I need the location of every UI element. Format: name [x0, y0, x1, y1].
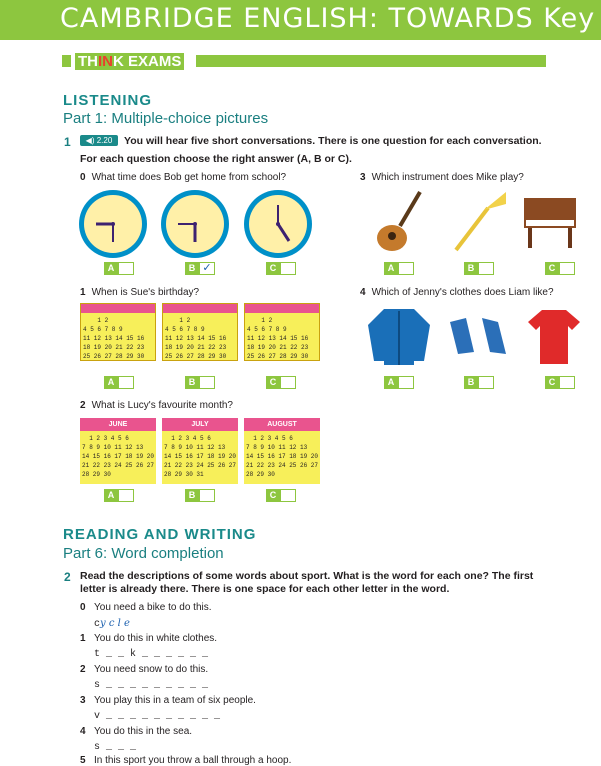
header-bar — [0, 0, 601, 40]
question-4: 4 Which of Jenny's clothes does Liam like? — [360, 287, 554, 298]
answer-4-b[interactable]: B — [464, 376, 494, 389]
listening-question-number: 1 — [64, 135, 71, 149]
clock-a — [79, 190, 147, 258]
answer-2-c[interactable]: C — [266, 489, 296, 502]
answer-item-0[interactable]: cy c l e — [94, 618, 130, 630]
listening-part-title: Part 1: Multiple-choice pictures — [63, 110, 269, 127]
trumpet-image — [448, 190, 508, 255]
answer-1-c[interactable]: C — [266, 376, 296, 389]
listening-instruction-2: For each question choose the right answer (A, B or C). — [80, 153, 352, 165]
answer-0-b[interactable]: B ✓ — [185, 262, 215, 275]
reading-instruction-2: letter is already there. There is one space for each other letter in the word. — [80, 583, 450, 595]
listening-instruction-1: You will hear five short conversations. There is one question for each conversation. — [124, 135, 542, 147]
shoes-image — [446, 312, 510, 360]
item-5: 5 In this sport you throw a ball through a hoop. — [80, 755, 292, 766]
answer-item-1[interactable]: t _ _ k _ _ _ _ _ _ — [94, 649, 209, 660]
item-0: 0 You need a bike to do this. — [80, 602, 212, 613]
answer-2-a[interactable]: A — [104, 489, 134, 502]
tshirt-image — [526, 306, 582, 366]
guitar-image — [372, 190, 432, 255]
reading-part-title: Part 6: Word completion — [63, 545, 224, 562]
answer-item-2[interactable]: s _ _ _ _ _ _ _ _ _ — [94, 680, 209, 691]
think-exams-label: THINK EXAMS — [75, 53, 184, 70]
page-title: CAMBRIDGE ENGLISH: TOWARDS Key — [60, 3, 596, 34]
item-2: 2 You need snow to do this. — [80, 664, 209, 675]
question-0: 0 What time does Bob get home from school? — [80, 172, 287, 183]
answer-item-3[interactable]: v _ _ _ _ _ _ _ _ _ _ — [94, 711, 221, 722]
calendar-june: JUNE 1 2 3 4 5 6 7 8 9 10 11 12 13 14 15 16 17 18 19 20 21 22 23 24 25 26 27 28 29 30 — [80, 418, 156, 484]
speaker-icon: ◀) — [85, 136, 95, 145]
answer-1-b[interactable]: B — [185, 376, 215, 389]
question-1: 1 When is Sue's birthday? — [80, 287, 200, 298]
listening-heading: LISTENING — [63, 92, 153, 109]
answer-3-c[interactable]: C — [545, 262, 575, 275]
item-3: 3 You play this in a team of six people. — [80, 695, 256, 706]
jacket-image — [364, 305, 434, 367]
clock-b — [161, 190, 229, 258]
answer-4-a[interactable]: A — [384, 376, 414, 389]
tick-mark: ✓ — [199, 262, 215, 275]
answer-item-4[interactable]: s _ _ _ — [94, 742, 137, 753]
reading-instruction-1: Read the descriptions of some words about sport. What is the word for each one? The first — [80, 570, 534, 582]
answer-0-a[interactable]: A — [104, 262, 134, 275]
calendar-august: AUGUST 1 2 3 4 5 6 7 8 9 10 11 12 13 14 15 16 17 18 19 20 21 22 23 24 25 26 27 28 29 30 — [244, 418, 320, 484]
reading-question-number: 2 — [64, 570, 71, 584]
calendar-b: 1 2 4 5 6 7 8 9 11 12 13 14 15 16 18 19 20 21 22 23 25 26 27 28 29 30 — [162, 303, 238, 361]
answer-1-a[interactable]: A — [104, 376, 134, 389]
clock-c — [244, 190, 312, 258]
question-3: 3 Which instrument does Mike play? — [360, 172, 524, 183]
calendar-a: 1 2 4 5 6 7 8 9 11 12 13 14 15 16 18 19 20 21 22 23 25 26 27 28 29 30 — [80, 303, 156, 361]
calendar-july: JULY 1 2 3 4 5 6 7 8 9 10 11 12 13 14 15 16 17 18 19 20 21 22 23 24 25 26 27 28 29 30 31 — [162, 418, 238, 484]
answer-3-b[interactable]: B — [464, 262, 494, 275]
think-exams-banner — [62, 53, 546, 70]
piano-image — [520, 192, 580, 252]
audio-track-badge[interactable]: ◀) 2.20 — [80, 135, 118, 146]
answer-4-c[interactable]: C — [545, 376, 575, 389]
question-2: 2 What is Lucy's favourite month? — [80, 400, 233, 411]
item-1: 1 You do this in white clothes. — [80, 633, 218, 644]
calendar-c: 1 2 4 5 6 7 8 9 11 12 13 14 15 16 18 19 20 21 22 23 25 26 27 28 29 30 — [244, 303, 320, 361]
answer-2-b[interactable]: B — [185, 489, 215, 502]
answer-0-c[interactable]: C — [266, 262, 296, 275]
item-4: 4 You do this in the sea. — [80, 726, 193, 737]
answer-3-a[interactable]: A — [384, 262, 414, 275]
reading-heading: READING AND WRITING — [63, 526, 257, 543]
